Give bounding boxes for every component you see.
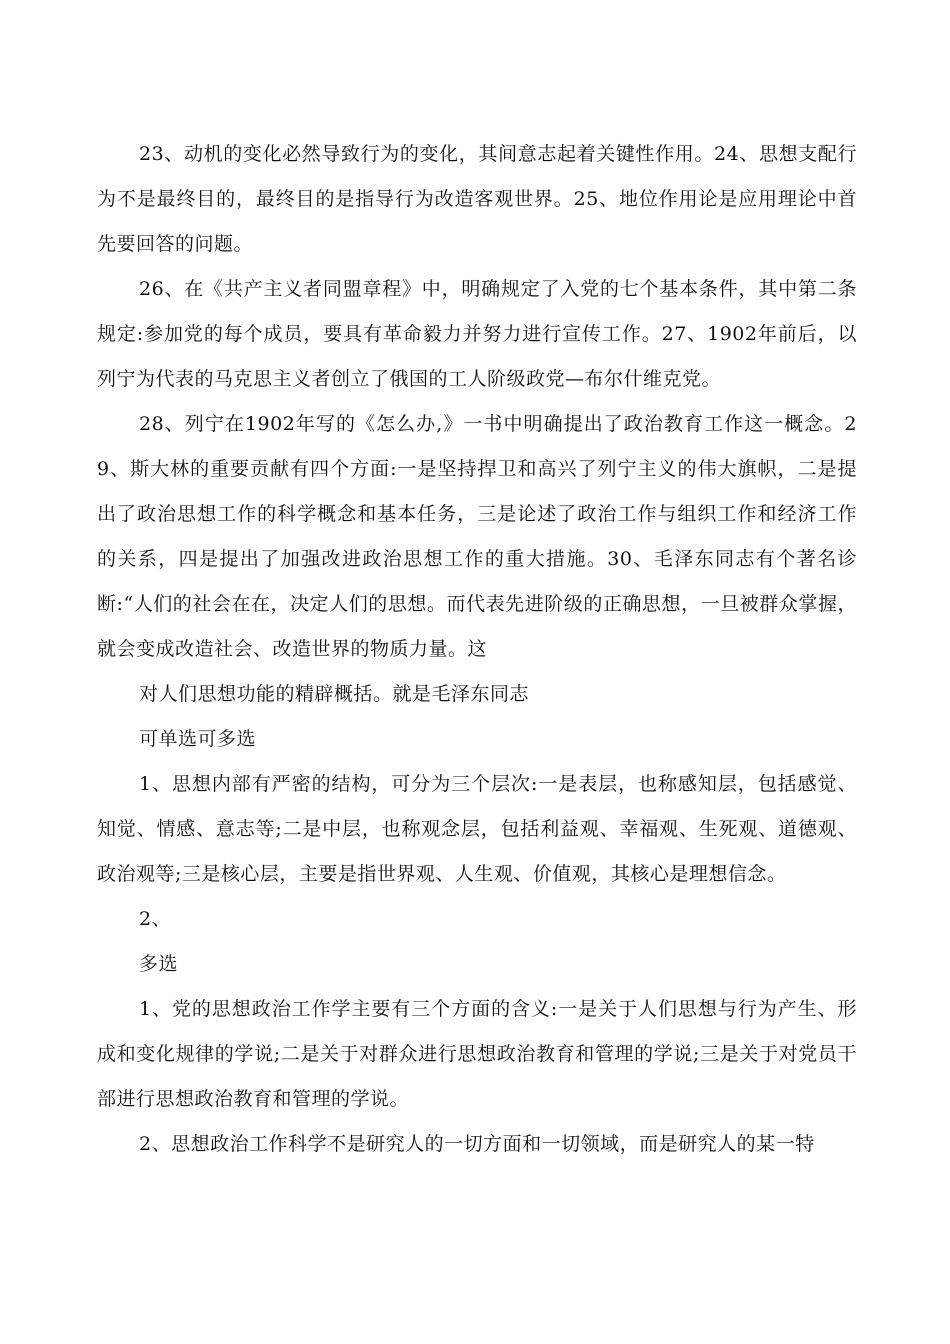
paragraph-work-science-scope: 2、思想政治工作科学不是研究人的一切方面和一切领域，而是研究人的某一特 bbox=[139, 1133, 815, 1155]
paragraph-items-23-25: 23、动机的变化必然导致行为的变化，其间意志起着关键性作用。24、思想支配行为不是最终目的，最终目的是指导行为改造客观世界。25、地位作用论是应用理论中首先要回答的问题。 bbox=[97, 143, 857, 255]
paragraph-items-28-30: 28、列宁在1902年写的《怎么办,》一书中明确提出了政治教育工作这一概念。29、斯大林的重要贡献有四个方面:一是坚持捍卫和高兴了列宁主义的伟大旗帜，二是提出了政治思想工作的科学概念和基本任务，三是论述了政治工作与组织工作和经济工作的关系，四是提出了加强改进政治思想工作的重大措施。30、毛泽东同志有个著名诊断:“人们的社会在在，决定人们的思想。而代表先进阶级的正确思想，一旦被群众掌握，就会变成改造社会、改造世界的物质力量。这 bbox=[97, 413, 857, 660]
paragraph-item-2-empty: 2、 bbox=[139, 908, 172, 930]
paragraph-thought-structure: 1、思想内部有严密的结构，可分为三个层次:一是表层，也称感知层，包括感觉、知觉、情感、意志等;二是中层，也称观念层，包括利益观、幸福观、生死观、道德观、政治观等;三是核心层，主要是指世界观、人生观、价值观，其核心是理想信念。 bbox=[97, 773, 857, 885]
paragraph-items-26-27: 26、在《共产主义者同盟章程》中，明确规定了入党的七个基本条件，其中第二条规定:参加党的每个成员，要具有革命毅力并努力进行宣传工作。27、1902年前后，以列宁为代表的马克思主义者创立了俄国的工人阶级政党—布尔什维克党。 bbox=[97, 278, 857, 390]
paragraph-mao-summary: 对人们思想功能的精辟概括。就是毛泽东同志 bbox=[139, 683, 530, 705]
section-heading-multiple-choice: 多选 bbox=[139, 953, 179, 975]
paragraph-party-work-meaning: 1、党的思想政治工作学主要有三个方面的含义:一是关于人们思想与行为产生、形成和变化规律的学说;二是关于对群众进行思想政治教育和管理的学说;三是关于对党员干部进行思想政治教育和管理的学说。 bbox=[97, 998, 857, 1110]
document-body bbox=[97, 132, 857, 1167]
section-heading-single-or-multiple: 可单选可多选 bbox=[139, 728, 257, 750]
